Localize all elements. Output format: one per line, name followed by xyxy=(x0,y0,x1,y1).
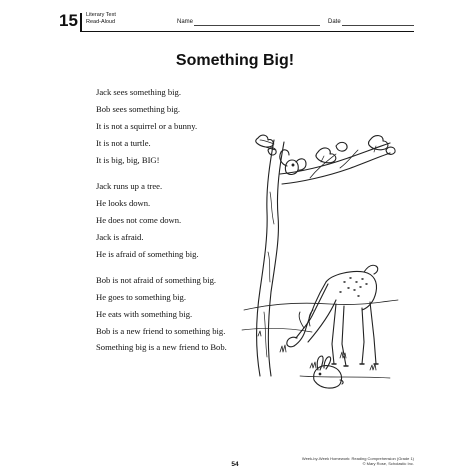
story-line: Bob sees something big. xyxy=(96,103,181,114)
story-line: He eats with something big. xyxy=(96,308,193,319)
story-line: Jack is afraid. xyxy=(96,231,144,242)
story-line: It is not a squirrel or a bunny. xyxy=(96,120,198,131)
date-field-line[interactable] xyxy=(342,25,414,26)
name-field-line[interactable] xyxy=(194,25,320,26)
credit-line-2: © Mary Rose, Scholastic Inc. xyxy=(362,461,414,466)
page-number: 54 xyxy=(231,461,239,468)
header-rule xyxy=(80,31,414,32)
story-line: Something big is a new friend to Bob. xyxy=(96,342,227,353)
story-line: He goes to something big. xyxy=(96,291,186,302)
story-line: It is not a turtle. xyxy=(96,137,151,148)
story-title: Something Big! xyxy=(175,52,295,69)
name-label: Name xyxy=(177,19,194,25)
story-line: He does not come down. xyxy=(96,214,182,225)
date-label: Date xyxy=(328,19,341,25)
story-line: He looks down. xyxy=(96,197,151,208)
lesson-number: 15 xyxy=(59,11,78,30)
header-divider xyxy=(80,13,82,32)
copyright-credit xyxy=(302,456,414,466)
story-line: Jack sees something big. xyxy=(96,87,181,97)
category-line-2: Read-Aloud xyxy=(86,19,116,25)
lesson-category xyxy=(86,12,116,26)
story-line: Bob is a new friend to something big. xyxy=(96,325,226,336)
story-line: It is big, big, BIG! xyxy=(96,154,160,165)
story-line: Bob is not afraid of something big. xyxy=(96,274,217,285)
deer-squirrel-rabbit-tree-illustration xyxy=(240,132,402,390)
story-line: Jack runs up a tree. xyxy=(96,180,163,191)
category-line-1: Literary Text xyxy=(86,12,116,18)
credit-line-1: Week-by-Week Homework: Reading Comprehension (Grade 1) xyxy=(301,456,414,461)
story-line: He is afraid of something big. xyxy=(96,248,199,259)
